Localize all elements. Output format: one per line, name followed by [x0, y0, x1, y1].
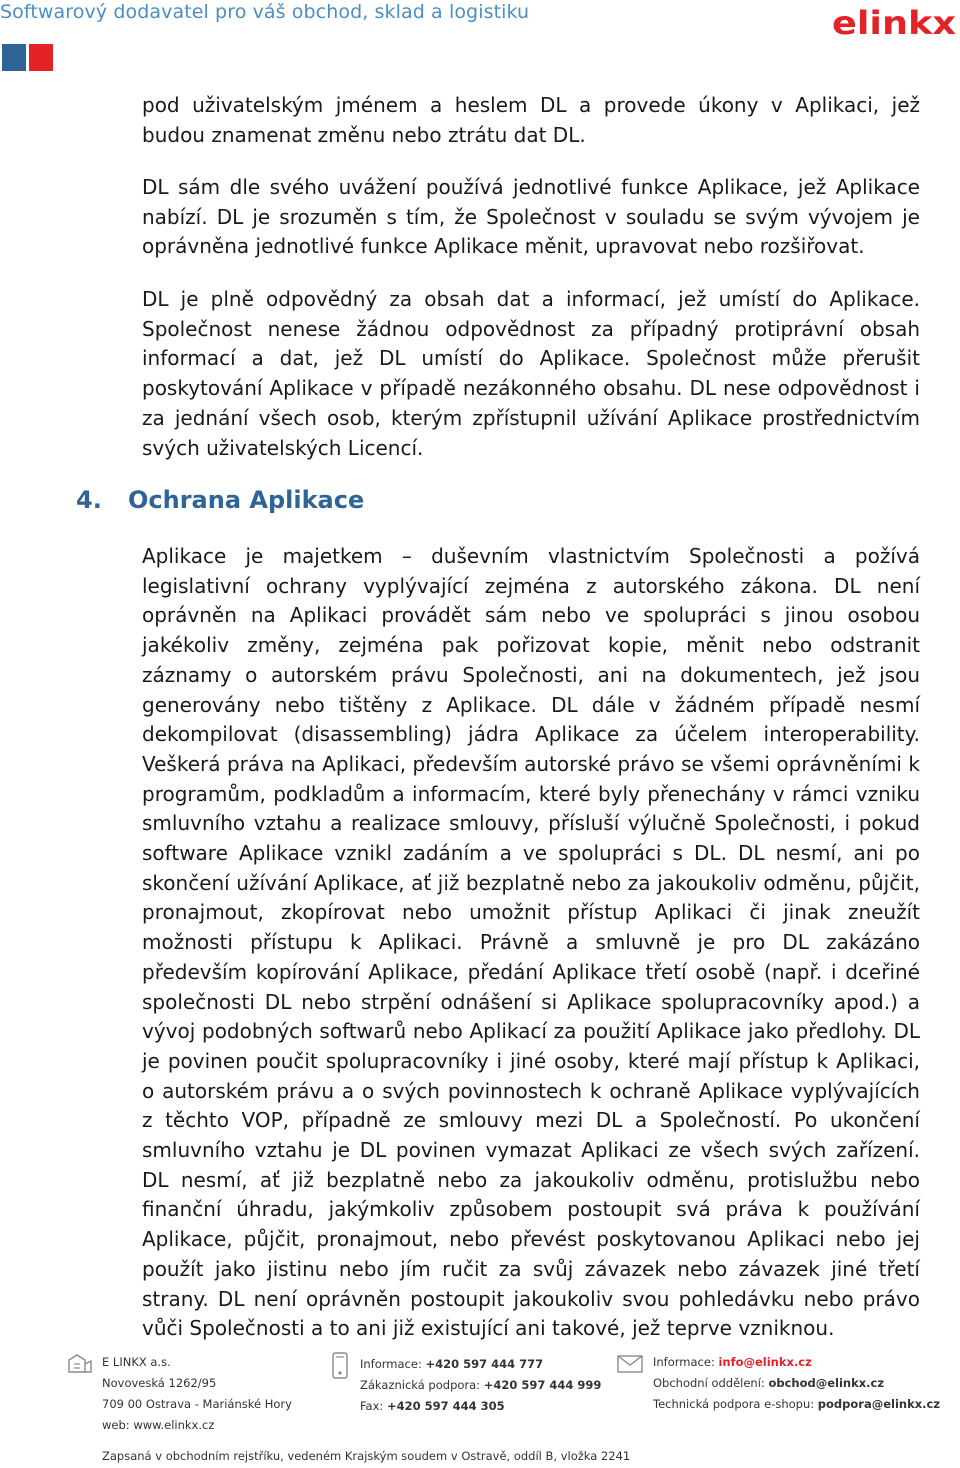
- logo-text: elinkx: [832, 4, 957, 38]
- section-heading: [76, 486, 364, 514]
- footer-street: Novoveská 1262/95: [102, 1376, 217, 1390]
- paragraph-functions: DL sám dle svého uvážení používá jednotlivé funkce Aplikace, jež Aplikace nabízí. DL je srozuměn s tím, že Společnost v souladu se svým vývojem je oprávněna jednotlivé funkce Aplikace měnit, upravovat nebo rozšiřovat.: [142, 175, 920, 259]
- tech-email-link[interactable]: podpora@elinkx.cz: [817, 1397, 941, 1411]
- footer-phones: [360, 1354, 601, 1417]
- info-phone-link[interactable]: +420 597 444 777: [425, 1357, 544, 1371]
- info-email-link[interactable]: info@elinkx.cz: [718, 1355, 812, 1369]
- support-phone-label: Zákaznická podpora:: [360, 1378, 481, 1392]
- footer: [0, 1340, 960, 1468]
- email-icon: [617, 1354, 643, 1374]
- info-email-label: Informace:: [653, 1355, 715, 1369]
- fax-number: +420 597 444 305: [386, 1399, 505, 1413]
- support-phone-link[interactable]: +420 597 444 999: [483, 1378, 602, 1392]
- tech-email-label: Technická podpora e-shopu:: [653, 1397, 815, 1411]
- fax-label: Fax:: [360, 1399, 384, 1413]
- elinkx-logo: [832, 4, 958, 38]
- paragraph-data-loss: pod uživatelským jménem a heslem DL a provede úkony v Aplikaci, jež budou znamenat změnu nebo ztrátu dat DL.: [142, 93, 920, 147]
- paragraph-responsibility: DL je plně odpovědný za obsah dat a informací, jež umístí do Aplikace. Společnost nenese žádnou odpovědnost za případný protiprávní obsah informací a dat, jež DL umístí do Aplikace. Společnost může přerušit poskytování Aplikace v případě nezákonného obsahu. DL nese odpovědnost i za jednání všech osob, kterým zpřístupnil užívání Aplikace prostřednictvím svých uživatelských Licencí.: [142, 287, 920, 460]
- header-tagline: Softwarový dodavatel pro váš obchod, sklad a logistiku: [0, 1, 530, 23]
- brand-square-red: [29, 44, 53, 71]
- footer-city: 709 00 Ostrava - Mariánské Hory: [102, 1397, 292, 1411]
- phone-icon: [330, 1352, 350, 1380]
- footer-web-link[interactable]: www.elinkx.cz: [133, 1418, 215, 1432]
- sales-email-label: Obchodní oddělení:: [653, 1376, 765, 1390]
- section-title: Ochrana Aplikace: [128, 486, 365, 514]
- sales-email-link[interactable]: obchod@elinkx.cz: [768, 1376, 885, 1390]
- paragraph-protection: Aplikace je majetkem – duševním vlastnictvím Společnosti a požívá legislativní ochrany vyplývající zejména z autorského zákona. DL není oprávněn na Aplikaci provádět sám nebo ve spolupráci s jinou osobou jakékoliv změny, zejména pak pořizovat kopie, měnit nebo odstranit záznamy o autorském právu Společnosti, ani na dokumentech, jež jsou generovány nebo tištěny z Aplikace. DL dále v žádném případě nesmí dekompilovat (disassembling) jádra Aplikace za účelem interoperability. Veškerá práva na Aplikaci, především autorské právo se všemi oprávněními k programům, podkladům a informacím, které byly přenechány v rámci vzniku smluvního vztahu a realizace smlouvy, přísluší výlučně Společnosti, i pokud software Aplikace vznikl zadáním a ve spolupráci s DL. DL nesmí, ani po skončení užívání Aplikace, ať již bezplatně nebo za jakoukoliv odměnu, půjčit, pronajmout, zkopírovat nebo umožnit přístup Aplikaci či jinak zneužít možnosti přístupu k Aplikaci. Právně a smluvně je pro DL zakázáno především kopírování Aplikace, předání Aplikace třetí osobě (např. i dceřiné společnosti DL nebo strpění odnášení si Aplikace spolupracovníky apod.) a vývoj podobných softwarů nebo Aplikací za použití Aplikace jako předlohy. DL je povinen poučit spolupracovníky i jiné osoby, které mají přístup k Aplikaci, o autorském právu a o svých povinnostech k ochraně Aplikace vyplývajících z těchto VOP, případně ze smlouvy mezi DL a Společností. Po ukončení smluvního vztahu je DL povinen vymazat Aplikaci ze všech svých zařízení. DL nesmí, ať již bezplatně nebo za jakoukoliv odměnu, protislužbu nebo finanční úhradu, jakýmkoliv způsobem postoupit svá práva k používání Aplikace, půjčit, pronajmout, nebo převést poskytovanou Aplikaci nebo jej použít jako jistinu nebo jím ručit za svůj závazek nebo závazek jiné třetí strany. DL není oprávněn postoupit jakoukoliv svou pohledávku nebo právo vůči Společnosti a to ani již existující ani takové, jež teprve vzniknou.: [142, 544, 920, 1341]
- info-phone-label: Informace:: [360, 1357, 422, 1371]
- footer-registration: Zapsaná v obchodním rejstříku, vedeném Krajským soudem v Ostravě, oddíl B, vložka 2241: [102, 1449, 631, 1463]
- section-number: 4.: [76, 486, 102, 514]
- company-icon: [66, 1352, 94, 1374]
- footer-address: [102, 1352, 292, 1436]
- brand-square-blue: [2, 44, 26, 71]
- footer-company: E LINKX a.s.: [102, 1355, 171, 1369]
- footer-emails: [653, 1352, 940, 1415]
- footer-web-label: web:: [102, 1418, 130, 1432]
